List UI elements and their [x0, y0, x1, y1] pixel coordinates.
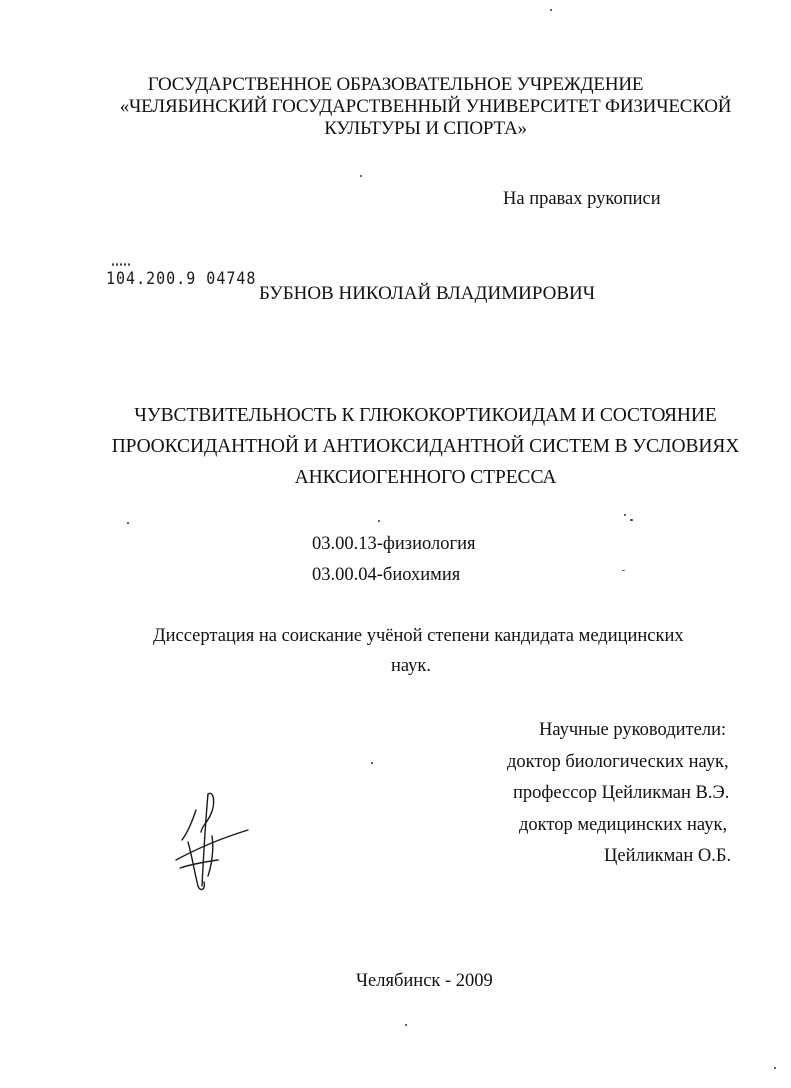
- author-name: БУБНОВ НИКОЛАЙ ВЛАДИМИРОВИЧ: [259, 283, 596, 304]
- title-line-3: АНКСИОГЕННОГО СТРЕССА: [294, 467, 557, 488]
- dissertation-line-1: Диссертация на соискание учёной степени кандидата медицинских: [153, 626, 684, 646]
- scan-speck: [630, 519, 633, 521]
- city-year: Челябинск - 2009: [356, 971, 493, 991]
- scan-speck: [774, 1067, 776, 1069]
- scan-speck: [127, 522, 129, 524]
- institution-line-3: КУЛЬТУРЫ И СПОРТА»: [324, 118, 527, 139]
- scan-speck: [622, 570, 625, 571]
- scan-speck: [360, 175, 362, 177]
- supervisor-name-2: Цейликман О.Б.: [604, 846, 732, 866]
- rights-note: На правах рукописи: [503, 189, 661, 209]
- institution-line-1: ГОСУДАРСТВЕННОЕ ОБРАЗОВАТЕЛЬНОЕ УЧРЕЖДЕНИЕ: [147, 74, 644, 95]
- specialty-physiology: 03.00.13-физиология: [312, 534, 476, 554]
- scan-speck: [624, 514, 626, 516]
- scan-speck: [550, 9, 552, 11]
- dissertation-line-2: наук.: [391, 656, 432, 676]
- title-line-1: ЧУВСТВИТЕЛЬНОСТЬ К ГЛЮКОКОРТИКОИДАМ И СОСТОЯНИЕ: [134, 405, 717, 426]
- institution-line-2: «ЧЕЛЯБИНСКИЙ ГОСУДАРСТВЕННЫЙ УНИВЕРСИТЕТ ФИЗИЧЕСКОЙ: [119, 96, 732, 117]
- archive-number-stamp: 104.200.9 04748: [106, 268, 257, 289]
- scan-speck: [405, 1024, 407, 1026]
- supervisor-degree-1: доктор биологических наук,: [507, 752, 729, 772]
- title-line-2: ПРООКСИДАНТНОЙ И АНТИОКСИДАНТНОЙ СИСТЕМ В УСЛОВИЯХ: [111, 436, 740, 457]
- scan-speck: [371, 762, 373, 764]
- supervisors-heading: Научные руководители:: [539, 720, 727, 740]
- supervisor-degree-2: доктор медицинских наук,: [519, 815, 728, 835]
- supervisor-name-1: профессор Цейликман В.Э.: [513, 783, 730, 803]
- scan-speck: [378, 520, 380, 522]
- signature-icon: [168, 786, 254, 896]
- specialty-biochemistry: 03.00.04-биохимия: [312, 565, 461, 585]
